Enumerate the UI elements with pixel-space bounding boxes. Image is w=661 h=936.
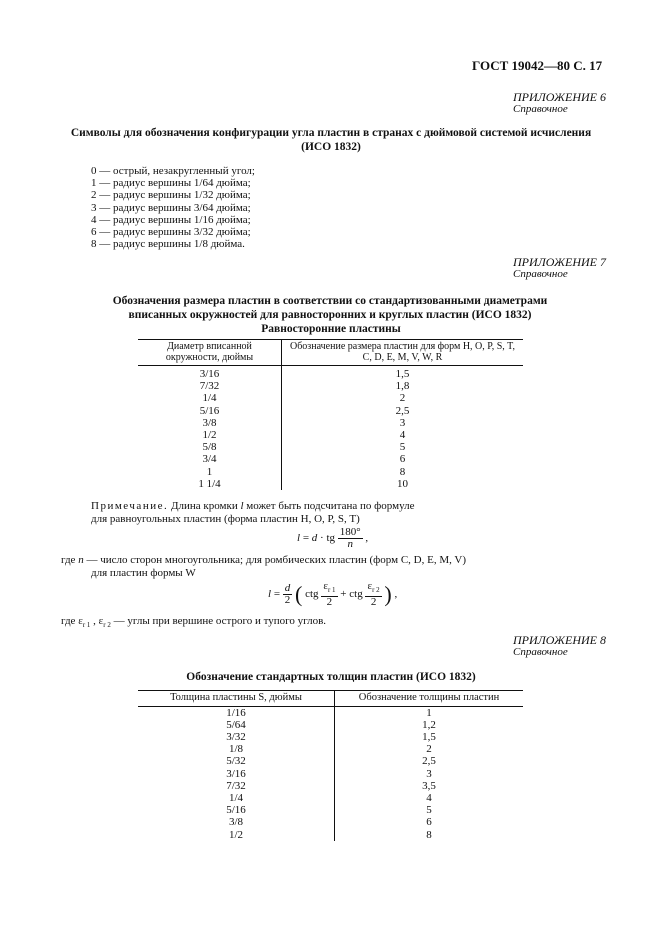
table-cell: 5/16 [138,804,335,816]
table-cell: 1 [426,706,432,719]
table-header-row [138,691,523,707]
table-row [138,755,523,767]
table-row [138,417,523,429]
table-row [138,405,523,417]
table-cell: 5/16 [138,405,282,417]
note-where-n [61,554,466,567]
appendix-7-title: Обозначения размера пластин в соответствии со стандартизованными диаметрами вписанных окружностей для равносторонних и круглых пластин (ИСО 1832) [112,295,548,321]
column-header: Обозначение толщины пластин [358,692,500,703]
table-row [138,392,523,404]
list-item: 6 — радиус вершины 3/32 дюйма; [91,226,251,239]
table-row [138,768,523,780]
table-row [138,453,523,465]
table-cell: 3/4 [138,453,282,465]
appendix-7-label: ПРИЛОЖЕНИЕ 7 [513,255,606,269]
table-cell: 3 [399,416,406,429]
inscribed-diameter-table [138,339,523,490]
table-row [138,366,523,381]
appendix-8-label: ПРИЛОЖЕНИЕ 8 [513,633,606,647]
table-cell: 3,5 [422,779,436,792]
note-where-eps: где $\varepsilon_{r 1}$ , $\varepsilon_{r 2}$ — углы при вершине острого и тупого углов. [61,615,327,630]
note-text: — число сторон многоугольника; для ромбических пластин (форм C, D, E, M, V) [86,554,467,566]
table-cell: 8 [426,828,432,841]
table-cell: 1/16 [138,706,335,719]
note-text: где [61,554,76,566]
table-cell: 3/16 [138,768,335,780]
fraction-denominator: 2 [370,596,377,609]
fraction-denominator: n [347,538,353,550]
table-cell: 10 [397,477,408,490]
table-row [138,478,523,490]
table-cell: 1,5 [422,730,436,743]
formula-symbol: d [311,532,318,545]
note-text: может быть подсчитана по формуле [246,500,415,512]
appendix-8-type: Справочное [513,646,568,658]
fraction-numerator: $\varepsilon_{r 1}$ [321,581,337,597]
table-cell: 3/8 [138,816,335,828]
appendix-6-title: Символы для обозначения конфигурации угла пластин в странах с дюймовой системой исчисления (ИСО 1832) [70,127,592,153]
table-cell: 3 [426,767,432,780]
note-line-2: для равноугольных пластин (форма пластин H, O, P, S, T) [91,513,360,525]
note-var: n [78,554,84,566]
table-row [138,804,523,816]
table-cell: 1/8 [138,743,335,755]
table-cell: 6 [399,453,406,466]
appendix-6-label: ПРИЛОЖЕНИЕ 6 [513,90,606,104]
fraction-numerator: $\varepsilon_{r 2}$ [365,581,381,597]
table-row [138,780,523,792]
table-cell: 1/4 [138,392,282,404]
corner-symbol-list [91,165,255,250]
table-row [138,816,523,828]
formula-symbol: · [320,532,324,545]
list-item: 3 — радиус вершины 3/64 дюйма; [91,201,251,214]
table-cell: 8 [399,465,406,478]
note-label: Примечание. [91,500,169,512]
table-row [138,719,523,731]
table-cell: 4 [426,791,432,804]
table-cell: 5/8 [138,441,282,453]
table-cell: 2 [399,392,406,405]
fraction [321,581,337,608]
formula-symbol: = [302,532,310,545]
column-header: Толщина пластины S, дюймы [138,691,335,707]
thickness-table [138,690,523,841]
table-cell: 7/32 [138,780,335,792]
table-cell: 5/32 [138,755,335,767]
note-line-w: для пластин формы W [91,567,196,579]
note-text: — углы при вершине острого и тупого углов. [113,615,327,627]
fraction [338,527,363,550]
table-cell: 3/32 [138,731,335,743]
list-item: 4 — радиус вершины 1/16 дюйма; [91,213,251,226]
appendix-7-subtitle: Равносторонние пластины [261,323,401,335]
table-cell: 3/8 [138,417,282,429]
table-row [138,441,523,453]
table-cell: 1,2 [422,718,436,731]
note-line-1 [91,500,414,513]
formula-symbol: l [297,532,301,545]
table-cell: 5/64 [138,719,335,731]
table-row [138,829,523,841]
column-header: Диаметр вписанной окружности, дюймы [138,340,282,366]
fraction-denominator: 2 [326,596,333,609]
formula-symbol: l [268,588,272,601]
fraction-denominator: 2 [284,594,291,607]
fraction [365,581,381,608]
right-paren-icon: ) [384,581,392,607]
table-cell: 6 [426,816,432,829]
table-row [138,731,523,743]
list-item: 8 — радиус вершины 1/8 дюйма. [91,238,245,251]
left-paren-icon: ( [295,581,303,607]
formula-symbol: , [394,588,398,601]
table-cell: 2,5 [395,404,410,417]
table-cell: 2 [426,743,432,756]
formula-equiangular [297,527,368,550]
appendix-7-type: Справочное [513,268,568,280]
fraction-numerator: 180° [339,526,361,538]
table-cell: 5 [399,441,406,454]
note-var: l [240,500,244,512]
table-cell: 1 1/4 [138,478,282,490]
table-row [138,792,523,804]
list-item: 0 — острый, незакругленный угол; [91,165,255,177]
note-text: Длина кромки [170,500,238,512]
list-item: 1 — радиус вершины 1/64 дюйма; [91,177,251,190]
table-row [138,706,523,719]
formula-symbol: tg [326,532,336,545]
appendix-8-title: Обозначение стандартных толщин пластин (ИСО 1832) [186,671,476,683]
table-cell: 4 [399,429,406,442]
fraction [283,583,293,606]
formula-rhombic [268,581,397,608]
table-cell: 1,5 [395,368,410,380]
table-cell: 5 [426,804,432,817]
column-header: Обозначение размера пластин для форм H, O, P, S, T, C, D, E, M, V, W, R [290,341,515,363]
table-row [138,743,523,755]
appendix-6-type: Справочное [513,103,568,115]
table-cell: 1 [138,466,282,478]
formula-symbol: , [365,532,369,545]
table-row [138,466,523,478]
table-cell: 3/16 [138,366,282,381]
table-row [138,380,523,392]
formula-symbol: ctg [305,588,319,601]
page-header-ref: ГОСТ 19042—80 С. 17 [472,58,603,73]
list-item: 2 — радиус вершины 1/32 дюйма; [91,189,251,202]
table-row [138,429,523,441]
table-cell: 1/2 [138,429,282,441]
formula-symbol: ctg [349,588,363,601]
formula-symbol: = [273,588,281,601]
fraction-numerator: d [284,582,291,595]
table-cell: 1/4 [138,792,335,804]
formula-symbol: + [340,588,347,601]
table-cell: 2,5 [422,755,436,768]
table-cell: 1,8 [395,380,410,393]
table-cell: 1/2 [138,829,335,841]
table-header-row [138,340,523,366]
note-text: где [61,615,76,627]
table-cell: 7/32 [138,380,282,392]
